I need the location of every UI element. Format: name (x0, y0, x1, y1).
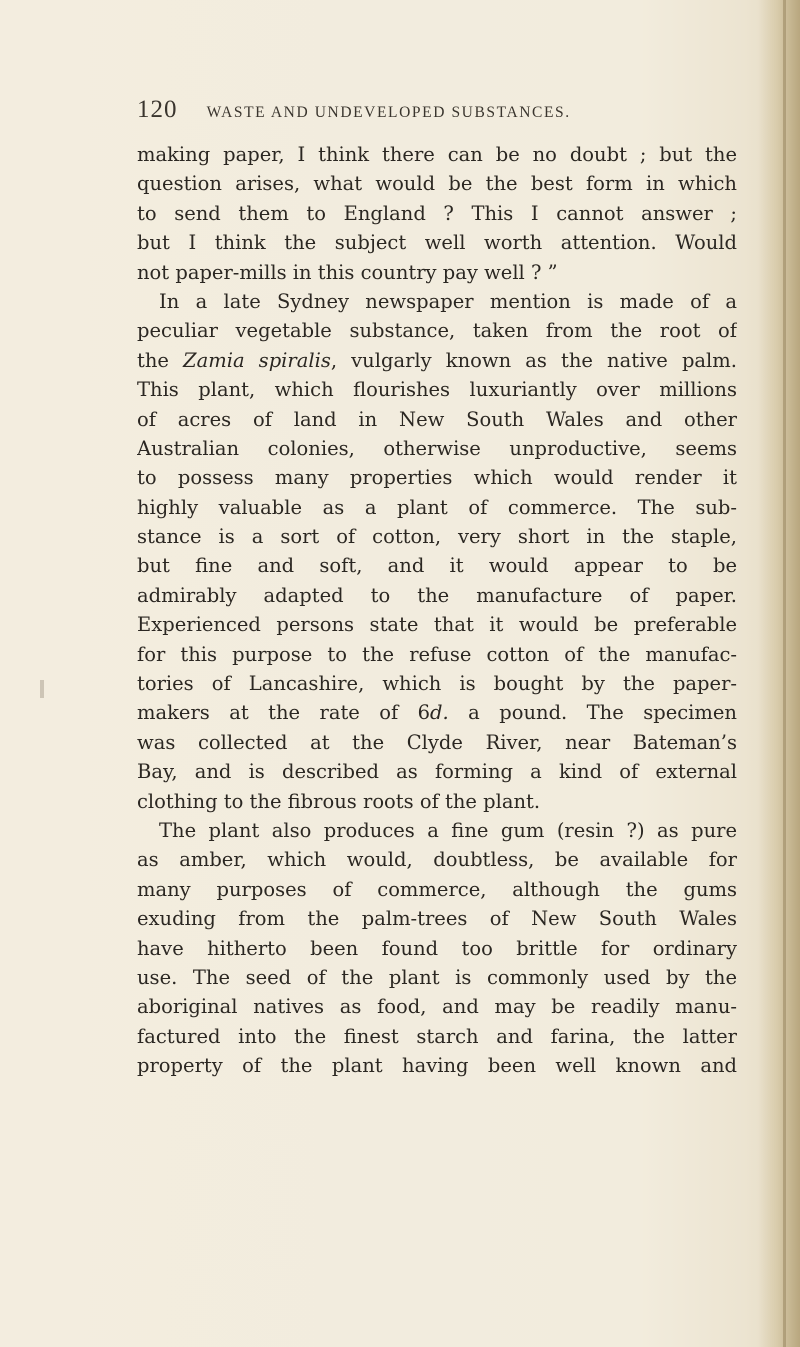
text-line: admirably adapted to the manufacture of paper. (137, 583, 737, 607)
page-edge-line (783, 0, 786, 1347)
text-line: Experienced persons state that it would be preferable (137, 613, 737, 637)
running-head (137, 96, 737, 126)
text-line: making paper, I think there can be no doubt ; but the (137, 143, 737, 166)
page-gutter-shadow (758, 0, 800, 1347)
text-line: but fine and soft, and it would appear to be (137, 554, 737, 578)
text-line: many purposes of commerce, although the gums (137, 877, 737, 901)
text-line: makers at the rate of 6d. a pound. The specimen (137, 701, 737, 725)
text-line: In a late Sydney newspaper mention is made of a (159, 289, 737, 313)
text-line: to possess many properties which would render it (137, 466, 737, 490)
text-line: property of the plant having been well known and (137, 1054, 737, 1078)
body-text (137, 140, 737, 1081)
text-line: tories of Lancashire, which is bought by the paper- (137, 672, 737, 696)
running-title: WASTE AND UNDEVELOPED SUBSTANCES. (206, 104, 571, 121)
text-line: as amber, which would, doubtless, be available for (137, 848, 737, 872)
text-line: aboriginal natives as food, and may be readily manu- (137, 995, 737, 1019)
text-line: use. The seed of the plant is commonly used by the (137, 965, 737, 989)
page-number: 120 (137, 96, 178, 123)
text-line: exuding from the palm-trees of New South Wales (137, 907, 737, 931)
text-line: the Zamia spiralis, vulgarly known as the native palm. (137, 348, 737, 372)
text-line: Australian colonies, otherwise unproductive, seems (137, 436, 737, 460)
text-line: of acres of land in New South Wales and other (137, 407, 737, 431)
text-line: The plant also produces a fine gum (resin ?) as pure (159, 818, 737, 842)
text-line: This plant, which flourishes luxuriantly over millions (137, 378, 737, 402)
text-line: not paper-mills in this country pay well ? ” (137, 260, 558, 284)
text-line: clothing to the fibrous roots of the plant. (137, 789, 541, 813)
text-line: highly valuable as a plant of commerce. The sub- (137, 495, 737, 519)
text-line: factured into the finest starch and farina, the latter (137, 1024, 737, 1048)
text-line: but I think the subject well worth attention. Would (137, 231, 737, 255)
text-line: peculiar vegetable substance, taken from the root of (137, 319, 737, 343)
text-line: question arises, what would be the best form in which (137, 172, 737, 196)
text-line: stance is a sort of cotton, very short in the staple, (137, 525, 737, 549)
text-line: for this purpose to the refuse cotton of the manufac- (137, 642, 737, 666)
text-line: to send them to England ? This I cannot answer ; (137, 201, 737, 225)
paper-speck (40, 680, 44, 698)
text-line: was collected at the Clyde River, near Bateman’s (137, 730, 737, 754)
text-line: Bay, and is described as forming a kind of external (137, 760, 737, 784)
text-line: have hitherto been found too brittle for ordinary (137, 936, 737, 960)
